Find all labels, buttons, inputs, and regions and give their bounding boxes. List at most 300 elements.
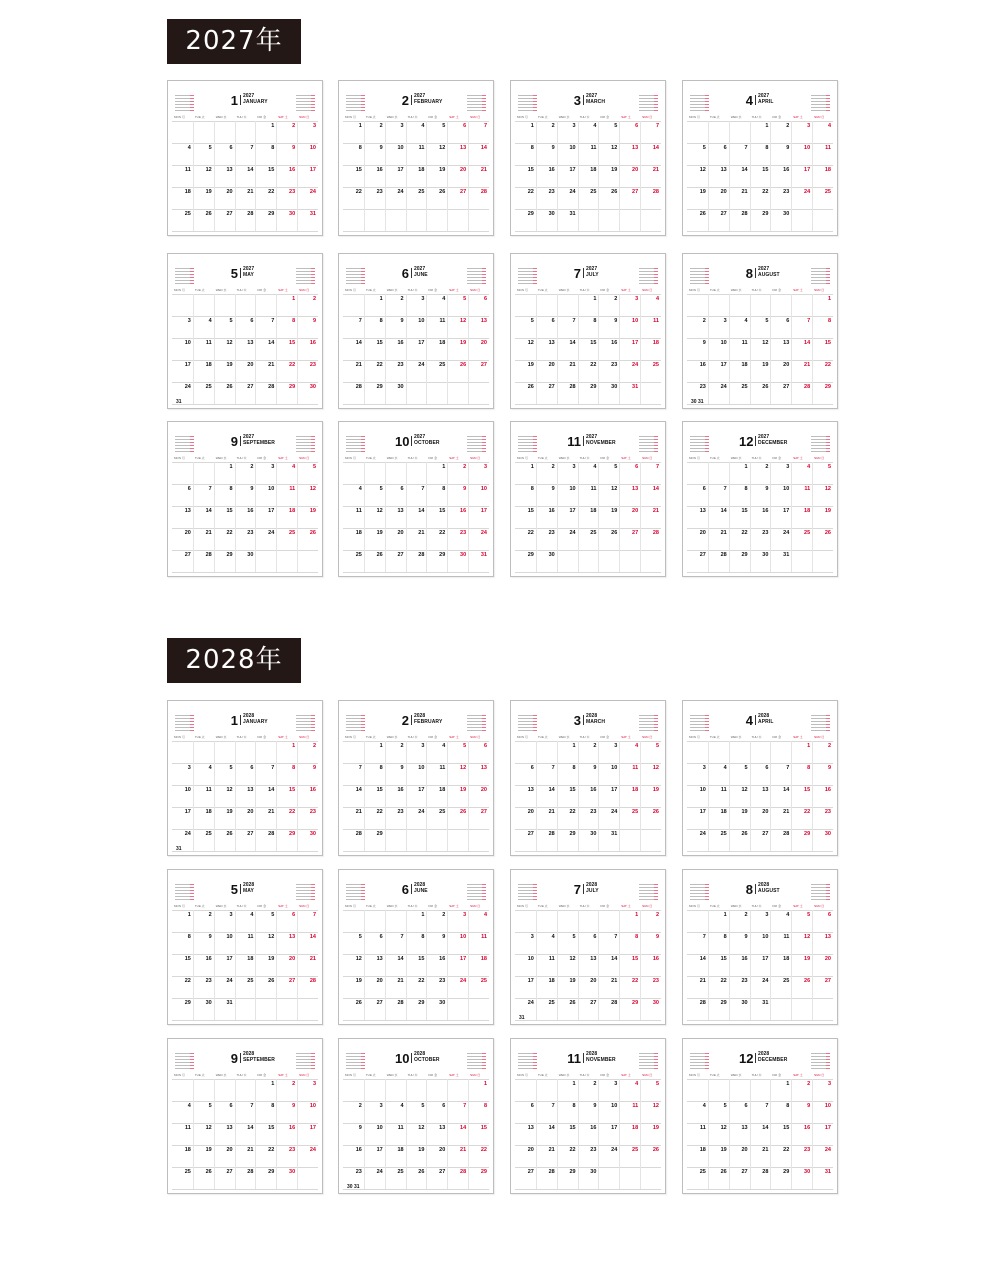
day-number: 23 [824, 809, 831, 815]
grid-row-line [515, 550, 661, 551]
day-number: 11 [289, 486, 296, 492]
day-number: 30 [652, 1000, 659, 1006]
weekday-label: WED 水 [730, 1073, 742, 1077]
day-number: 28 [569, 384, 576, 390]
day-number: 30 [397, 384, 404, 390]
grid-column-line [791, 910, 792, 1020]
day-number: 10 [569, 145, 576, 151]
day-number: 8 [187, 934, 191, 940]
grid-column-line [729, 1079, 730, 1189]
weekday-header [687, 734, 833, 740]
grid-row-line [687, 404, 833, 405]
day-number: 2 [593, 1081, 597, 1087]
grid-column-line [364, 121, 365, 231]
day-number: 9 [765, 486, 769, 492]
weekday-label: THU 木 [579, 1073, 590, 1077]
day-number: 4 [593, 464, 597, 470]
grid-column-line [214, 910, 215, 1020]
day-number: 5 [744, 765, 748, 771]
month-header [339, 1047, 493, 1073]
day-number: 8 [530, 145, 534, 151]
day-number: 9 [463, 486, 467, 492]
weekday-label: MON 月 [174, 288, 185, 292]
prev-month-mini-calendar [175, 436, 194, 452]
day-number: 26 [824, 530, 831, 536]
day-number: 11 [783, 934, 790, 940]
day-number: 18 [480, 956, 487, 962]
day-number: 26 [720, 1169, 727, 1175]
day-number: 7 [271, 765, 275, 771]
month-grid [687, 294, 833, 404]
day-number: 28 [611, 1000, 618, 1006]
day-number: 11 [700, 1125, 706, 1131]
weekday-label: TUE 火 [194, 456, 205, 460]
grid-row-line [687, 316, 833, 317]
day-number: 20 [741, 1147, 748, 1153]
day-number: 13 [720, 167, 727, 173]
grid-column-line [598, 462, 599, 572]
mini-weekend-column [654, 268, 658, 284]
month-year: 2027 [586, 434, 598, 440]
weekday-label: TUE 火 [537, 735, 548, 739]
grid-column-line [729, 462, 730, 572]
day-number: 16 [699, 362, 706, 368]
day-number: 31 [309, 211, 316, 217]
day-number: 9 [744, 934, 748, 940]
day-number: 18 [184, 189, 191, 195]
prev-month-mini-calendar [690, 436, 709, 452]
day-number: 22 [439, 530, 446, 536]
prev-month-mini-calendar [690, 715, 709, 731]
weekday-label: WED 水 [215, 1073, 227, 1077]
day-number: 24 [184, 831, 191, 837]
day-number: 15 [439, 508, 446, 514]
day-number: 26 [460, 362, 467, 368]
weekday-label: SUN 日 [642, 456, 653, 460]
grid-column-line [536, 741, 537, 851]
grid-row-line [172, 763, 318, 764]
day-number: 2 [765, 464, 769, 470]
mini-weekend-column [190, 268, 194, 284]
year-2028-label: 2028年 [167, 638, 301, 683]
day-number: 20 [480, 787, 487, 793]
weekday-label: THU 木 [579, 115, 590, 119]
day-number: 5 [463, 296, 467, 302]
grid-row-line [515, 165, 661, 166]
grid-column-line [812, 121, 813, 231]
grid-column-line [791, 741, 792, 851]
day-number: 19 [652, 1125, 659, 1131]
weekday-label: TUE 火 [365, 904, 376, 908]
grid-column-line [557, 294, 558, 404]
day-number: 14 [804, 340, 811, 346]
grid-column-line [276, 294, 277, 404]
month-number: 8 [745, 882, 753, 897]
grid-row-line [515, 209, 661, 210]
month-divider [411, 95, 412, 105]
day-number: 7 [358, 765, 362, 771]
month-number: 10 [395, 1051, 410, 1066]
prev-month-mini-calendar [518, 268, 537, 284]
day-number: 11 [590, 145, 597, 151]
weekday-label: MON 月 [345, 288, 356, 292]
day-number: 17 [569, 167, 576, 173]
day-number: 23 [247, 530, 254, 536]
grid-column-line [297, 741, 298, 851]
month-header [168, 878, 322, 904]
month-card-2028-5 [167, 869, 323, 1025]
month-number: 9 [230, 434, 238, 449]
weekday-label: FRI 金 [600, 115, 610, 119]
day-number: 10 [376, 1125, 383, 1131]
day-number: 27 [741, 1169, 748, 1175]
day-number: 26 [268, 978, 275, 984]
month-number: 4 [745, 93, 753, 108]
grid-column-line [426, 294, 427, 404]
grid-row-line [172, 338, 318, 339]
day-number: 25 [590, 530, 597, 536]
month-divider [240, 95, 241, 105]
day-number: 6 [400, 486, 404, 492]
month-name: OCTOBER [414, 1057, 440, 1063]
weekday-header [515, 903, 661, 909]
day-number: 11 [247, 934, 254, 940]
grid-row-line [515, 807, 661, 808]
grid-column-line [447, 462, 448, 572]
grid-row-line [515, 528, 661, 529]
month-year: 2028 [243, 1051, 255, 1057]
grid-row-line [515, 851, 661, 852]
day-number: 6 [463, 123, 467, 129]
grid-column-line [750, 121, 751, 231]
day-number: 21 [762, 1147, 769, 1153]
weekday-label: MON 月 [174, 1073, 185, 1077]
mini-weekend-column [705, 268, 709, 284]
day-number: 7 [744, 145, 748, 151]
weekday-label: SAT 土 [449, 288, 459, 292]
month-grid [172, 294, 318, 404]
day-number: 7 [807, 318, 811, 324]
grid-column-line [214, 121, 215, 231]
day-number: 9 [614, 318, 618, 324]
month-card-2028-6 [338, 869, 494, 1025]
day-number: 11 [397, 1125, 404, 1131]
grid-column-line [536, 910, 537, 1020]
weekday-label: THU 木 [236, 456, 247, 460]
day-number: 12 [569, 956, 576, 962]
grid-row-line [515, 932, 661, 933]
day-number: 6 [442, 1103, 446, 1109]
next-month-mini-calendar [296, 268, 315, 284]
day-number: 18 [590, 508, 597, 514]
grid-row-line [515, 954, 661, 955]
weekday-header [343, 287, 489, 293]
day-number: 30 [611, 384, 618, 390]
day-number: 4 [744, 318, 748, 324]
weekday-label: THU 木 [407, 735, 418, 739]
weekday-label: SAT 土 [621, 288, 631, 292]
month-name: MARCH [586, 719, 606, 725]
month-year: 2028 [243, 713, 255, 719]
day-number: 6 [593, 934, 597, 940]
month-card-2027-3 [510, 80, 666, 236]
day-number: 23 [439, 978, 446, 984]
day-number: 1 [765, 123, 769, 129]
day-number: 15 [268, 167, 275, 173]
grid-row-line [687, 976, 833, 977]
day-number: 28 [460, 1169, 467, 1175]
weekday-label: TUE 火 [709, 115, 720, 119]
grid-row-line [687, 187, 833, 188]
day-number: 1 [187, 912, 191, 918]
day-number: 7 [208, 486, 212, 492]
weekday-label: FRI 金 [428, 288, 438, 292]
grid-row-line [343, 360, 489, 361]
day-number: 19 [226, 362, 233, 368]
day-number: 1 [723, 912, 727, 918]
grid-row-line [172, 404, 318, 405]
day-number: 6 [786, 318, 790, 324]
grid-column-line [297, 910, 298, 1020]
day-number: 28 [205, 552, 212, 558]
day-number: 18 [783, 956, 790, 962]
grid-row-line [172, 932, 318, 933]
day-number: 19 [611, 167, 618, 173]
month-grid [687, 1079, 833, 1189]
grid-row-line [172, 1145, 318, 1146]
weekday-header [343, 903, 489, 909]
weekday-label: TUE 火 [537, 115, 548, 119]
day-number: 16 [205, 956, 212, 962]
month-header [511, 1047, 665, 1073]
day-number: 14 [268, 340, 275, 346]
grid-column-line [385, 294, 386, 404]
day-number: 28 [804, 384, 811, 390]
day-number: 25 [783, 978, 790, 984]
day-number: 11 [548, 956, 555, 962]
day-number: 25 [355, 552, 362, 558]
day-number: 16 [824, 787, 831, 793]
day-number: 17 [804, 167, 811, 173]
day-number: 30 [762, 552, 769, 558]
month-grid [343, 462, 489, 572]
day-number: 21 [783, 809, 790, 815]
day-number: 17 [309, 1125, 316, 1131]
weekday-label: THU 木 [407, 904, 418, 908]
weekday-label: SAT 土 [449, 1073, 459, 1077]
month-number: 4 [745, 713, 753, 728]
day-number: 27 [480, 362, 487, 368]
grid-row-line [343, 741, 489, 742]
grid-column-line [193, 910, 194, 1020]
day-number: 20 [527, 809, 534, 815]
day-number: 1 [442, 464, 446, 470]
day-number: 29 [632, 1000, 639, 1006]
weekday-label: MON 月 [517, 904, 528, 908]
day-number: 26 [418, 1169, 425, 1175]
day-number: 22 [527, 530, 534, 536]
day-number: 4 [635, 743, 639, 749]
next-month-mini-calendar [811, 268, 830, 284]
month-grid [343, 1079, 489, 1189]
weekday-label: FRI 金 [257, 288, 267, 292]
weekday-label: THU 木 [236, 288, 247, 292]
day-number: 2 [593, 743, 597, 749]
day-number: 24 [268, 530, 275, 536]
grid-row-line [687, 998, 833, 999]
day-number: 29 [804, 831, 811, 837]
day-number: 3 [421, 743, 425, 749]
day-number: 28 [652, 189, 659, 195]
day-number: 6 [250, 318, 254, 324]
day-number: 7 [463, 1103, 467, 1109]
grid-column-line [447, 741, 448, 851]
day-number: 24 [527, 1000, 534, 1006]
weekday-label: FRI 金 [772, 456, 782, 460]
day-number: 3 [786, 464, 790, 470]
month-card-2028-2 [338, 700, 494, 856]
weekday-label: SAT 土 [621, 456, 631, 460]
day-number: 12 [460, 318, 467, 324]
day-number: 5 [702, 145, 706, 151]
grid-row-line [172, 1123, 318, 1124]
weekday-label: FRI 金 [772, 115, 782, 119]
day-number: 30 [247, 552, 254, 558]
day-number: 24 [569, 189, 576, 195]
grid-row-line [687, 462, 833, 463]
day-number: 27 [289, 978, 296, 984]
month-name: AUGUST [758, 888, 780, 894]
weekday-label: SAT 土 [621, 1073, 631, 1077]
grid-column-line [729, 294, 730, 404]
grid-column-line [750, 1079, 751, 1189]
grid-row-line [687, 807, 833, 808]
weekday-label: SUN 日 [470, 288, 481, 292]
day-number: 21 [699, 978, 706, 984]
next-month-mini-calendar [639, 268, 658, 284]
day-number: 14 [418, 508, 425, 514]
grid-row-line [687, 1189, 833, 1190]
day-number: 23 [309, 809, 316, 815]
day-number: 21 [548, 809, 555, 815]
grid-column-line [619, 121, 620, 231]
day-number: 3 [635, 296, 639, 302]
day-number: 24 [783, 530, 790, 536]
day-number: 15 [720, 956, 727, 962]
mini-weekend-column [361, 715, 365, 731]
overflow-days: 31 [176, 846, 182, 852]
month-card-2028-1 [167, 700, 323, 856]
grid-column-line [235, 121, 236, 231]
day-number: 30 [741, 1000, 748, 1006]
day-number: 7 [702, 934, 706, 940]
day-number: 13 [590, 956, 597, 962]
day-number: 4 [702, 1103, 706, 1109]
day-number: 27 [699, 552, 706, 558]
weekday-label: TUE 火 [365, 735, 376, 739]
grid-column-line [276, 121, 277, 231]
grid-row-line [343, 932, 489, 933]
month-number: 6 [401, 882, 409, 897]
weekday-header [515, 114, 661, 120]
weekday-label: MON 月 [517, 456, 528, 460]
day-number: 18 [439, 787, 446, 793]
grid-column-line [791, 121, 792, 231]
day-number: 21 [418, 530, 425, 536]
month-name: JANUARY [243, 719, 268, 725]
prev-month-mini-calendar [690, 884, 709, 900]
grid-column-line [276, 910, 277, 1020]
day-number: 18 [397, 1147, 404, 1153]
next-month-mini-calendar [296, 884, 315, 900]
day-number: 5 [208, 1103, 212, 1109]
month-year: 2027 [243, 93, 255, 99]
grid-column-line [791, 1079, 792, 1189]
grid-column-line [214, 741, 215, 851]
day-number: 18 [205, 809, 212, 815]
day-number: 29 [720, 1000, 727, 1006]
weekday-header [172, 734, 318, 740]
day-number: 8 [765, 145, 769, 151]
day-number: 16 [590, 1125, 597, 1131]
day-number: 3 [723, 318, 727, 324]
day-number: 13 [480, 318, 487, 324]
day-number: 13 [247, 787, 254, 793]
weekday-header [515, 734, 661, 740]
grid-row-line [687, 294, 833, 295]
grid-column-line [770, 1079, 771, 1189]
day-number: 21 [611, 978, 618, 984]
day-number: 17 [762, 956, 769, 962]
day-number: 18 [699, 1147, 706, 1153]
grid-column-line [364, 910, 365, 1020]
day-number: 27 [527, 831, 534, 837]
day-number: 17 [397, 167, 404, 173]
day-number: 29 [569, 831, 576, 837]
month-year: 2028 [414, 713, 426, 719]
mini-weekend-column [190, 436, 194, 452]
day-number: 10 [804, 145, 811, 151]
day-number: 2 [292, 1081, 296, 1087]
day-number: 26 [804, 978, 811, 984]
grid-row-line [687, 954, 833, 955]
grid-column-line [812, 462, 813, 572]
day-number: 22 [590, 362, 597, 368]
grid-row-line [172, 1167, 318, 1168]
weekday-label: TUE 火 [537, 904, 548, 908]
weekday-label: WED 水 [215, 456, 227, 460]
weekday-label: SUN 日 [814, 735, 825, 739]
day-number: 22 [418, 978, 425, 984]
month-number: 5 [230, 882, 238, 897]
day-number: 27 [460, 189, 467, 195]
day-number: 4 [723, 765, 727, 771]
weekday-label: SAT 土 [449, 735, 459, 739]
day-number: 8 [292, 765, 296, 771]
day-number: 20 [480, 340, 487, 346]
day-number: 29 [268, 1169, 275, 1175]
grid-column-line [385, 1079, 386, 1189]
day-number: 13 [184, 508, 191, 514]
weekday-label: FRI 金 [600, 904, 610, 908]
mini-weekend-column [361, 1053, 365, 1069]
day-number: 17 [460, 956, 467, 962]
month-header [168, 430, 322, 456]
day-number: 4 [187, 1103, 191, 1109]
weekday-label: SAT 土 [621, 904, 631, 908]
day-number: 16 [439, 956, 446, 962]
mini-weekend-column [826, 1053, 830, 1069]
